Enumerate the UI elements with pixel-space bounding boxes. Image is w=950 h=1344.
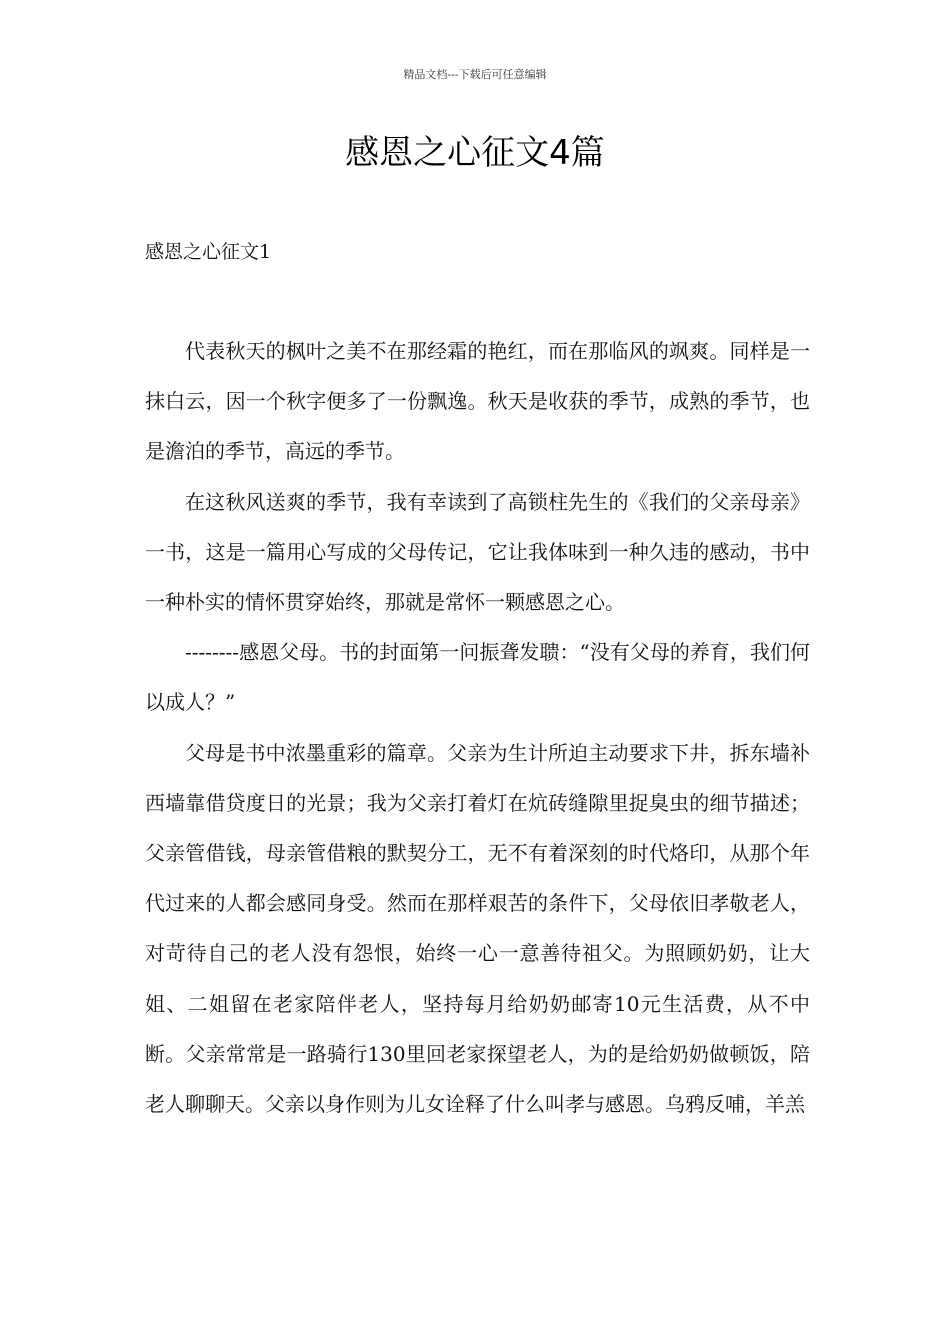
paragraph: 代表秋天的枫叶之美不在那经霜的艳红，而在那临风的飒爽。同样是一抹白云，因一个秋字便多了一份飘逸。秋天是收获的季节，成熟的季节，也是澹泊的季节，高远的季节。 [145,339,810,464]
document-title: 感恩之心征文4篇 [345,133,605,173]
paragraph: 在这秋风送爽的季节，我有幸读到了高锁柱先生的《我们的父亲母亲》一书，这是一篇用心写成的父母传记，它让我体味到一种久违的感动，书中一种朴实的情怀贯穿始终，那就是常怀一颗感恩之心。 [145,489,810,615]
body-text [145,326,810,1129]
section-heading: 感恩之心征文1 [145,241,272,263]
paragraph: 父母是书中浓墨重彩的篇章。父亲为生计所迫主动要求下井，拆东墙补西墙靠借贷度日的光景；我为父亲打着灯在炕砖缝隙里捉臭虫的细节描述；父亲管借钱，母亲管借粮的默契分工，无不有着深刻的时代烙印，从那个年代过来的人都会感同身受。然而在那样艰苦的条件下，父母依旧孝敬老人，对苛待自己的老人没有怨恨，始终一心一意善待祖父。为照顾奶奶，让大姐、二姐留在老家陪伴老人，坚持每月给奶奶邮寄10元生活费，从不中断。父亲常常是一路骑行130里回老家探望老人，为的是给奶奶做顿饭，陪老人聊聊天。父亲以身作则为儿女诠释了什么叫孝与感恩。乌鸦反哺，羊羔 [145,740,810,1117]
paragraph: --------感恩父母。书的封面第一问振聋发聩：“没有父母的养育，我们何以成人？” [145,640,810,715]
running-header: 精品文档---下载后可任意编辑 [403,68,547,81]
